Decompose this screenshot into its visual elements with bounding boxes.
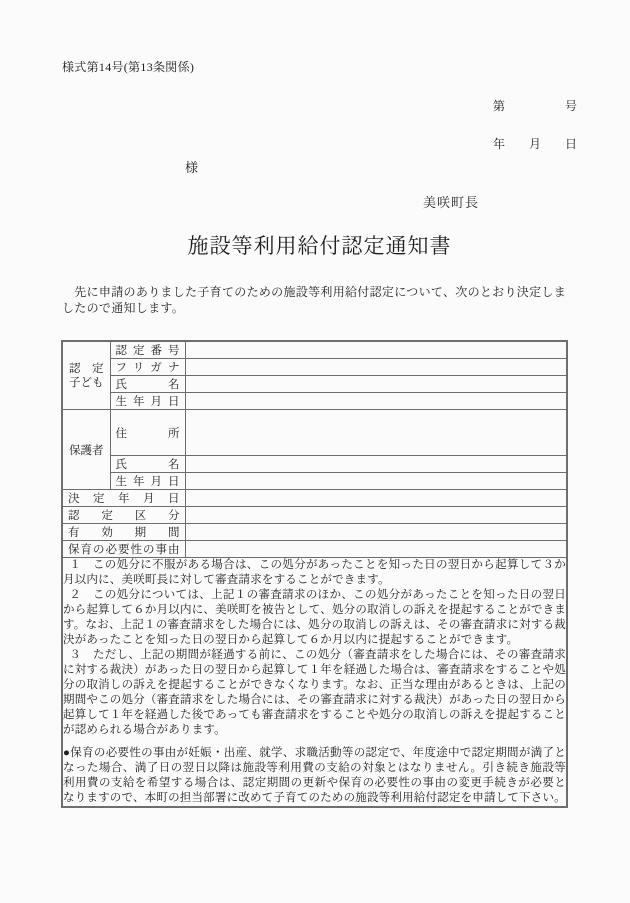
addressee-suffix: 様: [185, 160, 199, 175]
guardian-group-label-cell: [62, 410, 110, 490]
document-title: 施設等利用給付認定通知書: [187, 234, 452, 258]
form-number: 様式第14号(第13条関係): [62, 60, 195, 74]
child-certification-number-value: [185, 341, 567, 359]
guardian-birthdate-label: 生年月日: [110, 473, 185, 490]
child-name-label: 氏名: [110, 376, 185, 393]
validity-period-value: [185, 524, 567, 541]
document-number-line: 第 号: [492, 99, 577, 113]
childcare-necessity-reason-label: 保育の必要性の事由: [62, 541, 185, 558]
note-appeal-2: ２ この処分については、上記１の審査請求のほか、この処分があったことを知った日の翌日から起算して６か月以内に、美咲町を被告として、処分の取消しの訴えを提起することができます。なお、上記１の審査請求をした場合には、処分の取消しの訴えは、その審査請求に対する裁決があったことを知った日の翌日から起算して６か月以内に提起することができます。: [63, 589, 566, 646]
document-date-line: 年 月 日: [492, 137, 577, 151]
child-certification-number-label: 認定番号: [110, 341, 185, 359]
guardian-group-label: 保護者: [69, 444, 104, 457]
guardian-birthdate-value: [185, 473, 567, 490]
table-row: [62, 507, 567, 524]
child-group-label-cell: [62, 341, 110, 410]
table-row: [62, 410, 567, 456]
table-row: [62, 490, 567, 507]
guardian-address-value: [185, 410, 567, 456]
table-row: [62, 376, 567, 393]
note-supplement: ●保育の必要性の事由が妊娠・出産、就学、求職活動等の認定で、年度途中で認定期間が満了となった場合、満了日の翌日以降は施設等利用費の支給の対象とはなりません。引き続き施設等利用費の支給を希望する場合は、認定期間の更新や保育の必要性の事由の変更手続きが必要となりますので、本町の担当部署に改めて子育てのための施設等利用給付認定を申請して下さい。: [63, 747, 566, 804]
notes-cell: [62, 558, 567, 808]
child-group-label-line1: 認定: [69, 362, 104, 375]
table-row: [62, 456, 567, 473]
note-appeal-3: ３ ただし、上記の期間が経過する前に、この処分（審査請求をした場合には、その審査請求に対する裁決）があった日の翌日から起算して１年を経過した場合は、審査請求をすることや処分の取消しの訴えを提起することができなくなります。なお、正当な理由があるときは、上記の期間やこの処分（審査請求をした場合には、その審査請求に対する裁決）があった日の翌日から起算して１年を経過した後であっても審査請求をすることや処分の取消しの訴えを提起することが認められる場合があります。: [63, 649, 566, 736]
table-row: [62, 341, 567, 359]
table-row: [62, 558, 567, 808]
table-row: [62, 473, 567, 490]
document-meta: [487, 97, 577, 154]
certification-table: [61, 340, 568, 808]
decision-date-value: [185, 490, 567, 507]
guardian-name-value: [185, 456, 567, 473]
validity-period-label: 有効期間: [62, 524, 185, 541]
table-row: [62, 359, 567, 376]
certification-category-value: [185, 507, 567, 524]
child-birthdate-value: [185, 393, 567, 410]
decision-date-label: 決定年月日: [62, 490, 185, 507]
table-row: [62, 524, 567, 541]
child-group-label-line2: 子ども: [69, 376, 104, 389]
child-birthdate-label: 生年月日: [110, 393, 185, 410]
child-furigana-value: [185, 359, 567, 376]
child-name-value: [185, 376, 567, 393]
childcare-necessity-reason-value: [185, 541, 567, 558]
guardian-address-label: 住所: [110, 410, 185, 456]
certification-category-label: 認定区分: [62, 507, 185, 524]
guardian-name-label: 氏名: [110, 456, 185, 473]
table-row: [62, 541, 567, 558]
intro-paragraph: 先に申請のありました子育てのための施設等利用給付認定について、次のとおり決定しましたので通知します。: [62, 285, 566, 315]
child-furigana-label: フリガナ: [110, 359, 185, 376]
table-row: [62, 393, 567, 410]
sender-name: 美咲町長: [423, 195, 480, 210]
note-appeal-1: １ この処分に不服がある場合は、この処分があったことを知った日の翌日から起算して３か月以内に、美咲町長に対して審査請求をすることができます。: [63, 559, 566, 586]
